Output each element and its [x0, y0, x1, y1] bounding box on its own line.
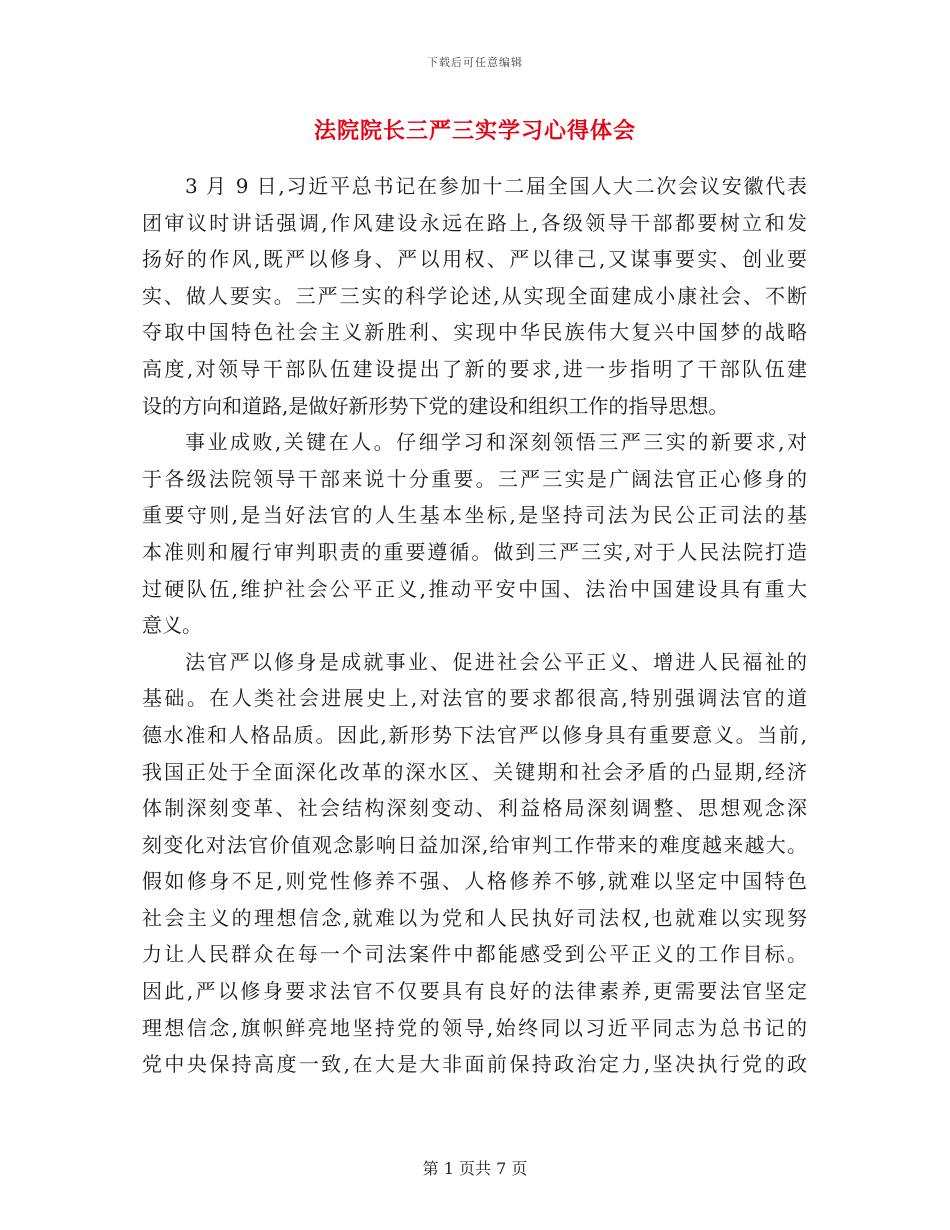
paragraph-3-line: 体制深刻变革、社会结构深刻变动、利益格局深刻调整、思想观念深 [142, 796, 807, 821]
paragraph-3-line: 因此,严以修身要求法官不仅要具有良好的法律素养,更需要法官坚定 [142, 979, 807, 1004]
document-body [142, 168, 807, 1083]
paragraph-3-line: 基础。在人类社会进展史上,对法官的要求都很高,特别强调法官的道 [142, 686, 807, 711]
paragraph-1-line: 扬好的作风,既严以修身、严以用权、严以律己,又谋事要实、创业要 [142, 247, 807, 272]
paragraph-2-line: 过硬队伍,维护社会公平正义,推动平安中国、法治中国建设具有重大 [142, 576, 807, 601]
paragraph-2-line: 于各级法院领导干部来说十分重要。三严三实是广阔法官正心修身的 [142, 466, 807, 491]
paragraph-1-line: 高度,对领导干部队伍建设提出了新的要求,进一步指明了干部队伍建 [142, 356, 807, 381]
paragraph-2-line: 事业成败,关键在人。仔细学习和深刻领悟三严三实的新要求,对 [185, 430, 807, 455]
header-note: 下载后可任意编辑 [427, 56, 523, 69]
paragraph-1-line: 团审议时讲话强调,作风建设永远在路上,各级领导干部都要树立和发 [142, 210, 807, 235]
paragraph-3-line: 社会主义的理想信念,就难以为党和人民执好司法权,也就难以实现努 [142, 905, 807, 930]
paragraph-3-line: 刻变化对法官价值观念影响日益加深,给审判工作带来的难度越来越大。 [142, 832, 807, 857]
paragraph-3-line: 法官严以修身是成就事业、促进社会公平正义、增进人民福祉的 [185, 649, 807, 674]
paragraph-1-line: 夺取中国特色社会主义新胜利、实现中华民族伟大复兴中国梦的战略 [142, 320, 807, 345]
paragraph-2-line: 意义。 [142, 613, 202, 638]
paragraph-3-line: 力让人民群众在每一个司法案件中都能感受到公平正义的工作目标。 [142, 942, 807, 967]
paragraph-1-line: 3 月 9 日,习近平总书记在参加十二届全国人大二次会议安徽代表 [185, 174, 807, 198]
paragraph-2-line: 本准则和履行审判职责的重要遵循。做到三严三实,对于人民法院打造 [142, 539, 807, 564]
paragraph-1-line: 实、做人要实。三严三实的科学论述,从实现全面建成小康社会、不断 [142, 283, 807, 308]
paragraph-1-line: 设的方向和道路,是做好新形势下党的建设和组织工作的指导思想。 [142, 393, 729, 418]
paragraph-2-line: 重要守则,是当好法官的人生基本坐标,是坚持司法为民公正司法的基 [142, 503, 807, 528]
paragraph-3-line: 假如修身不足,则党性修养不强、人格修养不够,就难以坚定中国特色 [142, 869, 807, 894]
page-footer: 第 1 页共 7 页 [422, 1159, 528, 1178]
paragraph-3-line: 党中央保持高度一致,在大是大非面前保持政治定力,坚决执行党的政 [142, 1052, 807, 1077]
paragraph-3-line: 德水准和人格品质。因此,新形势下法官严以修身具有重要意义。当前, [142, 722, 807, 747]
paragraph-3-line: 我国正处于全面深化改革的深水区、关键期和社会矛盾的凸显期,经济 [142, 759, 807, 784]
page-title: 法院院长三严三实学习心得体会 [313, 118, 636, 144]
paragraph-3-line: 理想信念,旗帜鲜亮地坚持党的领导,始终同以习近平同志为总书记的 [142, 1015, 807, 1040]
